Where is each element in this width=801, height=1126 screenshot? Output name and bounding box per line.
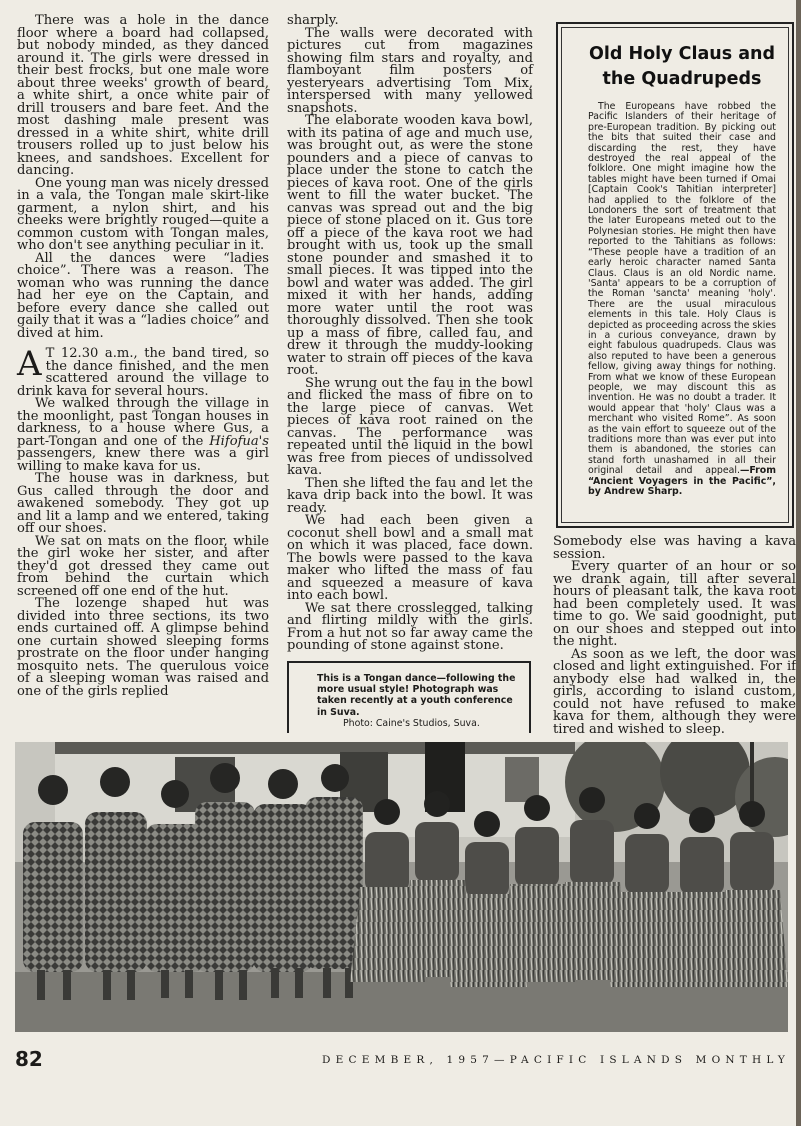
- paragraph: There was a hole in the dance floor where a board had collapsed, but nobody minded, as they danced around it. The girls were dressed in their best frocks, but one male wore about three weeks' growth of beard, a white shirt, a once white pair of drill trousers and bare feet. And the most dashing male present was dressed in a white shirt, white drill trousers rolled up to just below his knees, and sandshoes. Excellent for dancing.: [17, 13, 269, 178]
- paragraph: The elaborate wooden kava bowl, with its patina of age and much use, was brought out, as were the stone pounders and a piece of canvas to place under the stone to catch the pieces of kava root. One of the girls went to fill the water bucket. The canvas was spread out and the big piece of stone placed on it. Gus tore off a piece of the kava root we had brought with us, took up the small stone pounder and smashed it to small pieces. It was tipped into the bowl and water was added. The girl mixed it with her hands, adding more water until the root was thoroughly dissolved. Then she took up a mass of fibre, called fau, and drew it through the muddy-looking water to strain off pieces of the kava root.: [287, 113, 533, 378]
- paragraph: As soon as we left, the door was closed and light extinguished. For if anybody else had walked in, the girls, according to island custom, could not have refused to make kava for them, although they were tired and wished to sleep.: [553, 646, 796, 737]
- ship-name: Hifofua's: [209, 433, 269, 449]
- paragraph-text: T 12.30 a.m., the band tired, so the dance finished, and the men scattered around the village to drink kava for several hours.: [17, 346, 269, 399]
- sidebar-text: [588, 102, 776, 497]
- paragraph: sharply.: [287, 13, 339, 28]
- paragraph: All the dances were “ladies choice”. There was a reason. The woman who was running the dance had her eye on the Captain, and before every dance she called out gaily that it was a “ladies choice” and dived at him.: [17, 250, 269, 341]
- article-column-3: [553, 536, 796, 736]
- sidebar-inner: [561, 27, 789, 523]
- page-edge: [796, 0, 801, 1126]
- paragraph-text: passengers, knew there was a girl willing to make kava for us.: [17, 446, 269, 474]
- paragraph: The walls were decorated with pictures cut from magazines showing film stars and royalty, and flamboyant film posters of yesteryears advertising Tom Mix, interspersed with many yellowed snapshots.: [287, 25, 533, 116]
- caption-text: This is a Tongan dance—following the more usual style! Photograph was taken recently at a youth conference in Suva.: [317, 673, 516, 718]
- sidebar-title: Old Holy Claus and the Quadrupeds: [588, 44, 776, 89]
- photo-caption: [287, 661, 531, 733]
- dance-photograph: [15, 742, 788, 1032]
- sidebar-body: The Europeans have robbed the Pacific Islanders of their heritage of pre-European tradition. By picking out the bits that suited their case and discarding the rest, they have destroyed the real appeal of the folklore. One might imagine how the tables might have been turned if Omai [Captain Cook's Tahitian interpreter] had applied to the folklore of the Londoners the sort of treatment that the later Europeans meted out to the Polynesian stories. He might then have reported to the Tahitians as follows: “These people have a tradition of an early heroic character named Santa Claus. Claus is an old Nordic name. 'Santa' appears to be a corruption of the Roman 'sancta' meaning 'holy'. There are the usual miraculous elements in this tale. Holy Claus is depicted as proceeding across the skies in a curious conveyance, drawn by eight fabulous quadrupeds. Claus was also reputed to have been a generous fellow, giving away things for nothing. From what we know of these European people, we may discount this as invention. He was no doubt a trader. It would appear that 'holy' Claus was a merchant who visited Rome”. As soon as the vain effort to squeeze out of the traditions more than was ever put into them is abandoned, the stories can stand forth unashamed in all their original detail and appeal.: [588, 101, 776, 477]
- page-footer: [15, 1047, 790, 1073]
- page-number: 82: [15, 1047, 43, 1071]
- paragraph: The house was in darkness, but Gus called through the door and awakened somebody. They got up and lit a lamp and we entered, taking off our shoes.: [17, 471, 269, 536]
- paragraph: Then she lifted the fau and let the kava drip back into the bowl. It was ready.: [287, 475, 533, 516]
- paragraph: [17, 398, 269, 473]
- drop-cap: A: [17, 344, 42, 384]
- paragraph: The lozenge shaped hut was divided into three sections, its two ends curtained off. A glimpse behind one curtain showed sleeping forms prostrate on the floor under hanging mosquito nets. The querulous voice of a sleeping woman was raised and one of the girls replied: [17, 596, 269, 699]
- paragraph: Every quarter of an hour or so we drank again, till after several hours of pleasant talk, the kava root had been completely used. It was time to go. We said goodnight, put on our shoes and stepped out into the night.: [553, 559, 796, 649]
- paragraph: We sat there crosslegged, talking and flirting mildly with the girls. From a hut not so far away came the pounding of stone against stone.: [287, 600, 533, 653]
- paragraph: She wrung out the fau in the bowl and flicked the mass of fibre on to the large piece of canvas. Wet pieces of kava root rained on the canvas. The performance was repeated until the liquid in the bowl was free from pieces of undissolved kava.: [287, 375, 533, 478]
- photo-illustration: [15, 742, 788, 1032]
- paragraph: Somebody else was having a kava session.: [553, 534, 796, 562]
- sidebar-credit: —From “Ancient Voyagers in the Pacific”, by Andrew Sharp.: [588, 465, 776, 498]
- article-column-2: [287, 15, 533, 653]
- paragraph: One young man was nicely dressed in a vala, the Tongan male skirt-like garment, a nylon shirt, and his cheeks were brightly rouged—quite a common custom with Tongan males, who don't see anything peculiar in it.: [17, 175, 269, 253]
- photo-credit: Photo: Caine's Studios, Suva.: [343, 717, 480, 729]
- sidebar-box: [556, 22, 794, 528]
- publication-title: DECEMBER, 1957—PACIFIC ISLANDS MONTHLY: [322, 1054, 790, 1066]
- paragraph: We sat on mats on the floor, while the girl woke her sister, and after they'd got dressed they came out from behind the curtain which screened off one end of the hut.: [17, 533, 269, 599]
- paragraph: We had each been given a coconut shell bowl and a small mat on which it was placed, face down. The bowls were passed to the kava maker who lifted the mass of fau and squeezed a measure of kava into each bowl.: [287, 513, 533, 603]
- article-column-1: [17, 15, 269, 698]
- paragraph-text: We walked through the village in the moonlight, past Tongan houses in darkness, to a house where Gus, a part-Tongan and one of the: [17, 396, 269, 449]
- paragraph-dropcap: [17, 344, 269, 399]
